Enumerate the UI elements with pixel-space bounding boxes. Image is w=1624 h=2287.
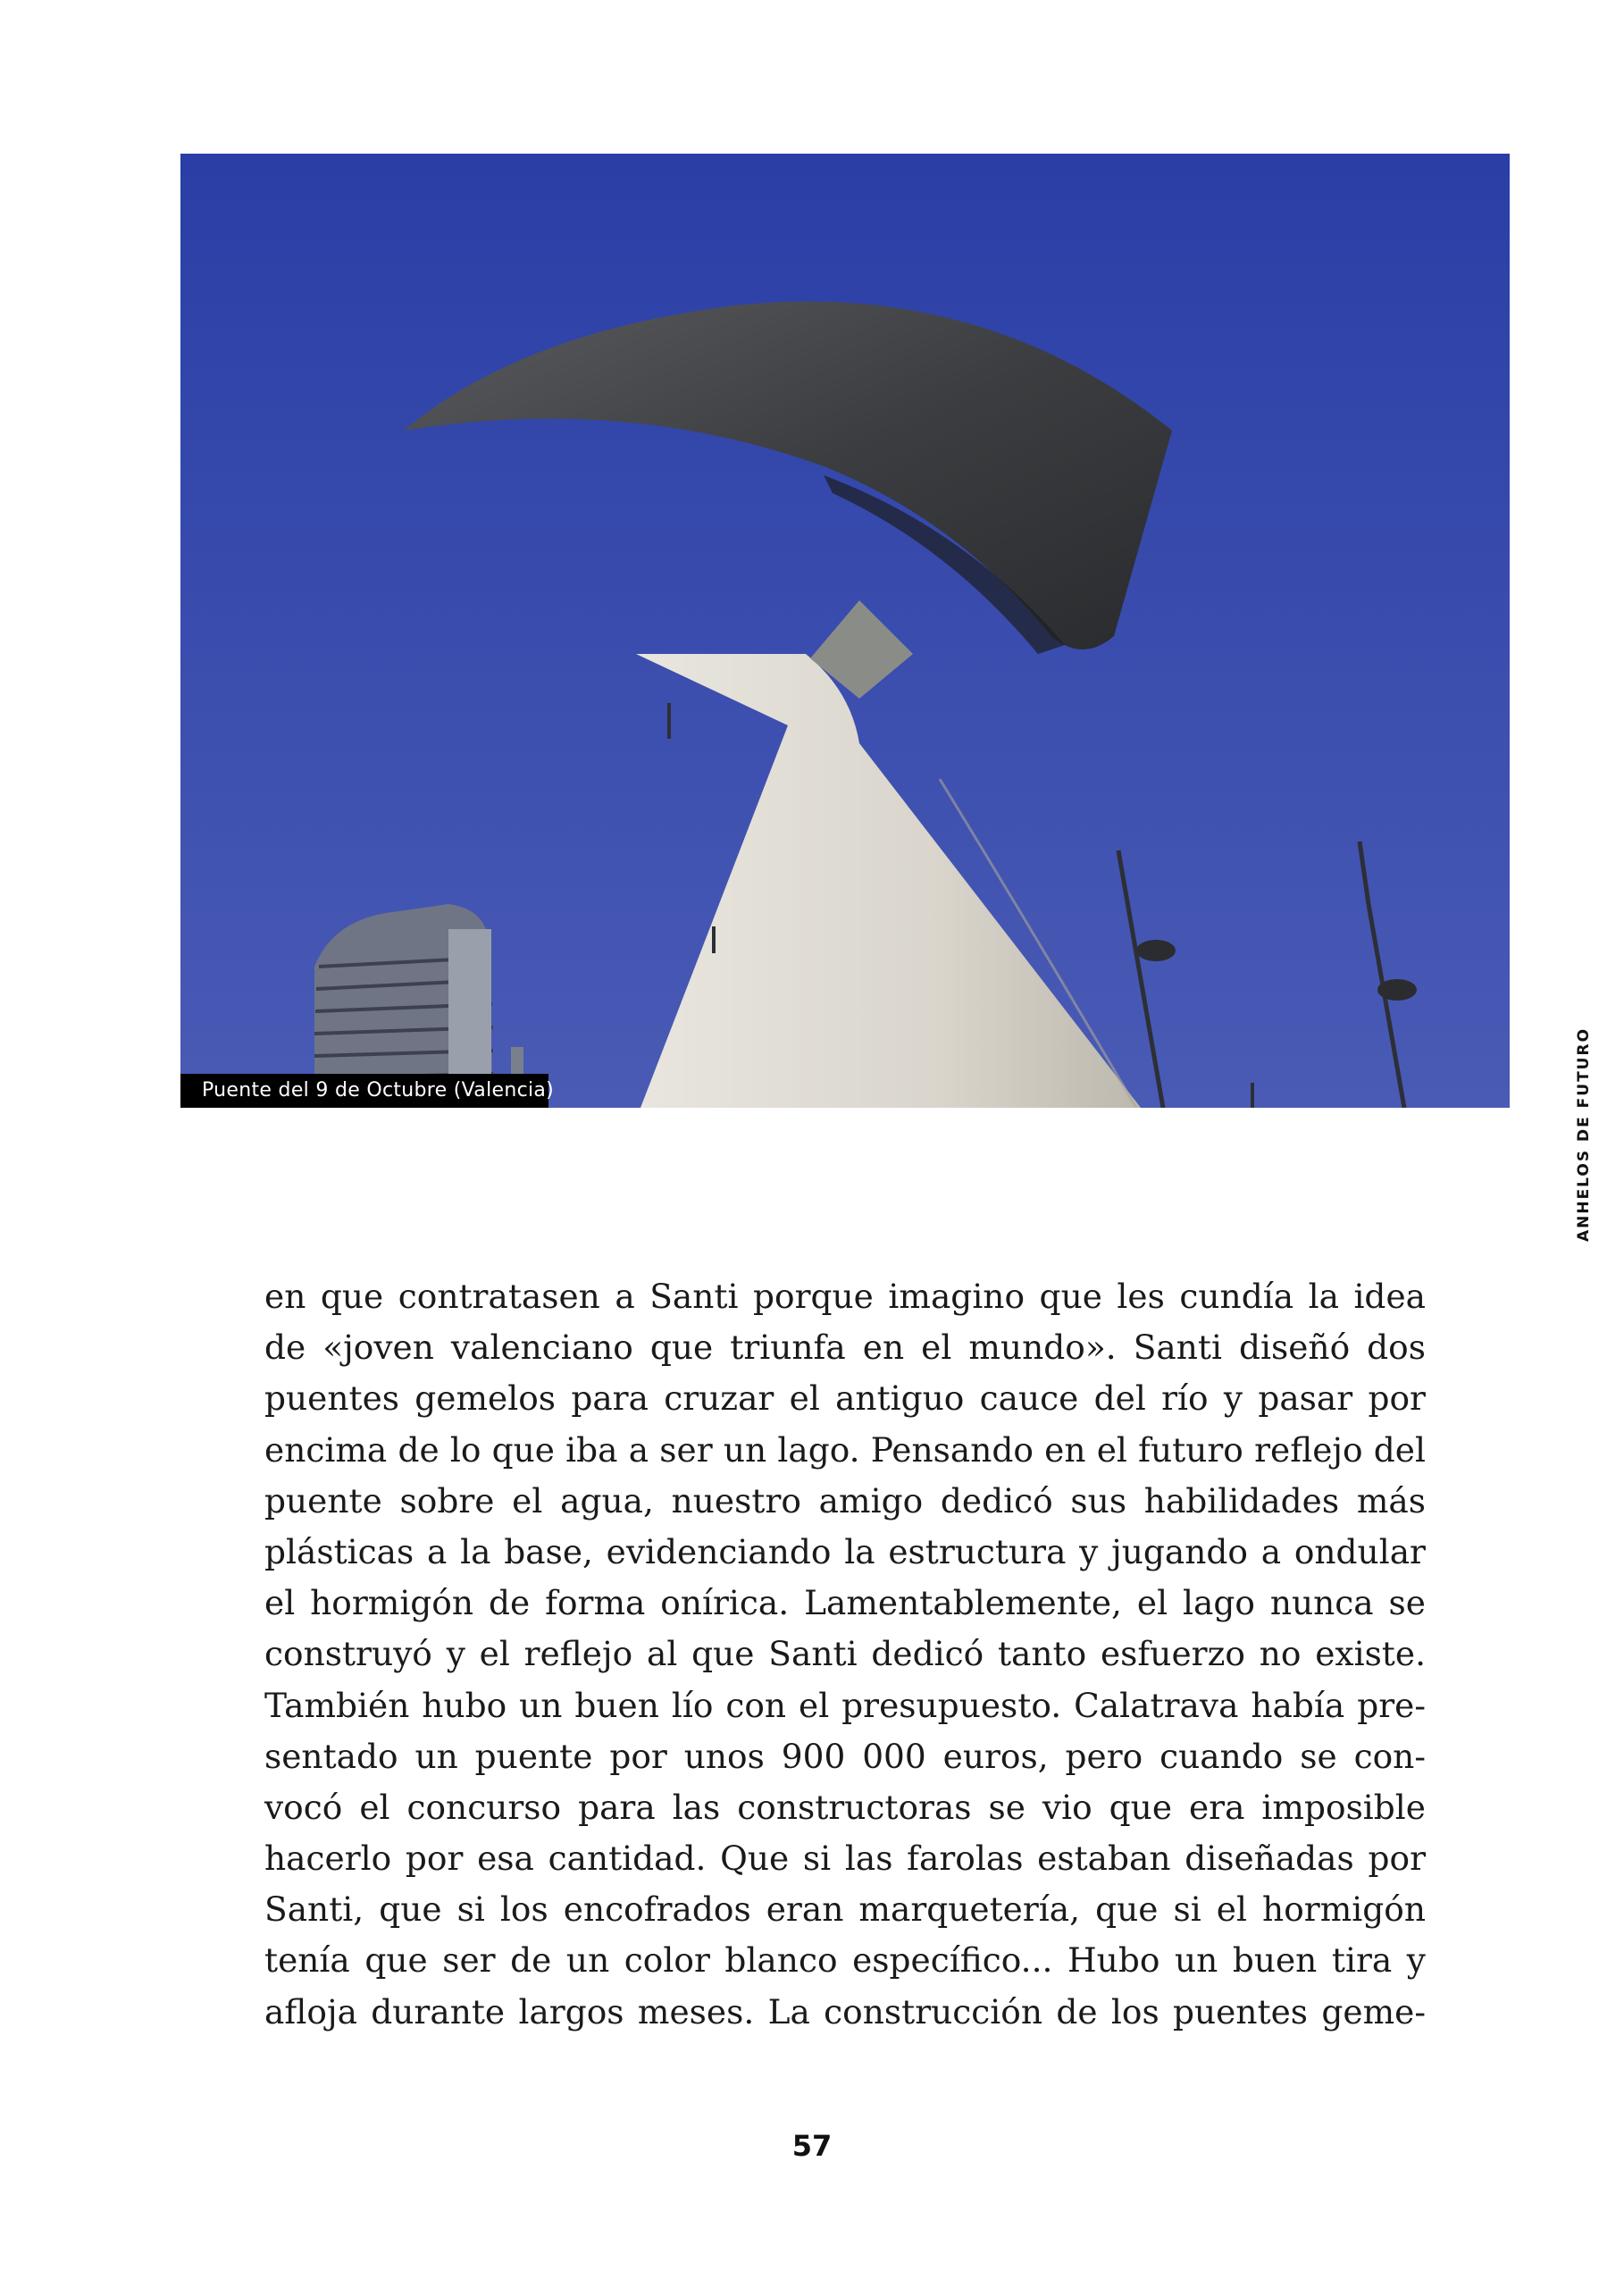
body-line: hacerlo por esa cantidad. Que si las farolas estaban diseñadas por <box>264 1839 1426 1879</box>
body-line: Santi, que si los encofrados eran marquetería, que si el hormigón <box>264 1889 1426 1930</box>
page-number: 57 <box>791 2129 833 2163</box>
body-line: tenía que ser de un color blanco específico... Hubo un buen tira y <box>264 1940 1426 1981</box>
body-line: puentes gemelos para cruzar el antiguo cauce del río y pasar por <box>264 1378 1426 1419</box>
body-line: plásticas a la base, evidenciando la estructura y jugando a ondular <box>264 1531 1426 1571</box>
body-line: en que contratasen a Santi porque imagino que les cundía la idea <box>264 1277 1426 1316</box>
body-line: el hormigón de forma onírica. Lamentablemente, el lago nunca se <box>264 1583 1426 1623</box>
body-line: vocó el concurso para las constructoras se vio que era imposible <box>264 1787 1426 1827</box>
bridge-photo <box>180 154 1510 1108</box>
bridge-photo-illustration <box>180 154 1510 1108</box>
body-line: construyó y el reflejo al que Santi dedicó tanto esfuerzo no existe. <box>264 1634 1426 1674</box>
photo-caption: Puente del 9 de Octubre (Valencia) <box>180 1074 548 1108</box>
body-text <box>264 1271 1426 2038</box>
body-line: afloja durante largos meses. La construcción de los puentes geme- <box>264 1991 1426 2031</box>
running-head: ANHELOS DE FUTURO <box>1575 1026 1593 1243</box>
body-line: También hubo un buen lío con el presupuesto. Calatrava había pre- <box>264 1685 1426 1725</box>
body-line: sentado un puente por unos 900 000 euros, pero cuando se con- <box>264 1736 1426 1776</box>
body-line: de «joven valenciano que triunfa en el mundo». Santi diseñó dos <box>264 1328 1426 1368</box>
body-line: puente sobre el agua, nuestro amigo dedicó sus habilidades más <box>264 1480 1426 1520</box>
body-line: encima de lo que iba a ser un lago. Pensando en el futuro reflejo del <box>264 1429 1426 1470</box>
